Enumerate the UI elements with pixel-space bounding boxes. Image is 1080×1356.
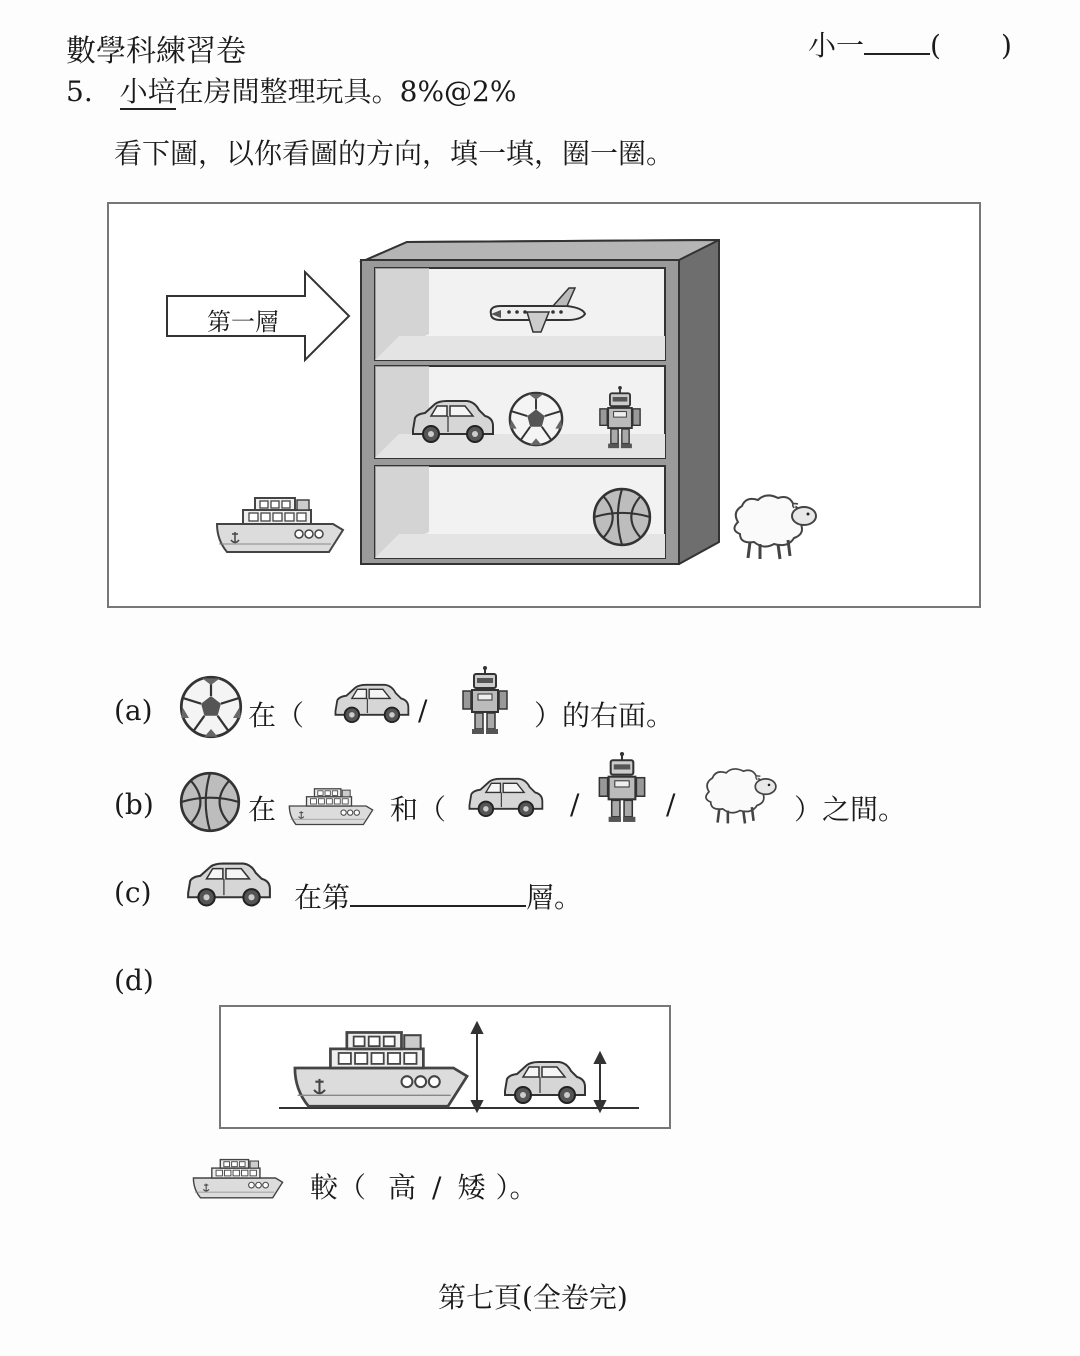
instruction-text: 看下圖，以你看圖的方向，填一填，圈一圈。 bbox=[114, 137, 675, 170]
sheep-icon bbox=[734, 495, 816, 559]
paren-open: ( bbox=[930, 29, 941, 62]
part-a-soccer-icon bbox=[178, 674, 244, 740]
subject-title: 數學科練習卷 bbox=[66, 34, 246, 69]
large-car-icon bbox=[505, 1062, 585, 1103]
part-c-car-icon bbox=[182, 858, 274, 910]
page-footer: 第七頁(全卷完) bbox=[438, 1281, 628, 1314]
part-b-robot-option[interactable] bbox=[596, 752, 648, 824]
part-d-slash: / bbox=[432, 1171, 442, 1204]
part-a-label: (a) bbox=[114, 694, 153, 727]
part-d-option-short[interactable]: 矮 bbox=[457, 1171, 486, 1204]
class-blank[interactable] bbox=[864, 31, 930, 55]
paren-close: ) bbox=[1000, 29, 1012, 62]
part-b-text1: 在 bbox=[248, 793, 277, 826]
part-b-text2: 和（ bbox=[390, 793, 447, 826]
shelf-figure bbox=[107, 202, 981, 608]
part-d-boat-icon bbox=[192, 1156, 284, 1200]
part-b-boat-icon bbox=[288, 786, 374, 826]
basketball-icon bbox=[594, 489, 650, 545]
part-b-label: (b) bbox=[114, 788, 154, 821]
part-b-basketball-icon bbox=[178, 770, 242, 834]
soccer-ball-icon bbox=[510, 393, 562, 445]
part-d-label: (d) bbox=[114, 964, 154, 997]
boat-icon bbox=[217, 498, 343, 552]
part-c-sentence bbox=[294, 876, 582, 916]
height-comparison-figure bbox=[219, 1005, 671, 1129]
arrow-label: 第一層 bbox=[207, 308, 279, 336]
car-height-arrow bbox=[595, 1053, 605, 1111]
part-a-robot-option[interactable] bbox=[460, 666, 510, 736]
part-a-text1: 在（ bbox=[248, 699, 305, 732]
part-b-slash1: / bbox=[570, 788, 580, 821]
part-d-option-tall[interactable]: 高 bbox=[388, 1171, 417, 1204]
grade-label bbox=[808, 24, 1012, 64]
grade-text: 小一 bbox=[808, 29, 865, 62]
boat-height-arrow bbox=[472, 1023, 482, 1111]
question-text: 在房間整理玩具。8%@2% bbox=[175, 75, 517, 108]
shelf-illustration bbox=[109, 204, 979, 606]
part-d-text2: ）。 bbox=[495, 1171, 538, 1204]
part-d-sentence bbox=[310, 1166, 538, 1206]
question-title bbox=[66, 70, 516, 110]
part-c-text1: 在第 bbox=[294, 881, 351, 914]
part-b-text3: ）之間。 bbox=[794, 793, 907, 826]
person-name: 小培 bbox=[119, 75, 176, 108]
height-comparison-illustration bbox=[221, 1007, 669, 1127]
part-b-sheep-option[interactable] bbox=[700, 766, 778, 826]
part-a-slash: / bbox=[418, 694, 428, 727]
part-a-text2: ）的右面。 bbox=[534, 699, 675, 732]
part-b-car-option[interactable] bbox=[464, 774, 546, 820]
large-boat-icon bbox=[295, 1032, 467, 1106]
part-a-car-option[interactable] bbox=[330, 680, 412, 726]
part-b-slash2: / bbox=[666, 788, 676, 821]
part-c-text2: 層。 bbox=[526, 881, 583, 914]
part-c-answer-blank[interactable] bbox=[350, 883, 526, 907]
part-d-text1: 較（ bbox=[310, 1171, 367, 1204]
part-c-label: (c) bbox=[114, 876, 152, 909]
question-number: 5. bbox=[66, 75, 93, 108]
